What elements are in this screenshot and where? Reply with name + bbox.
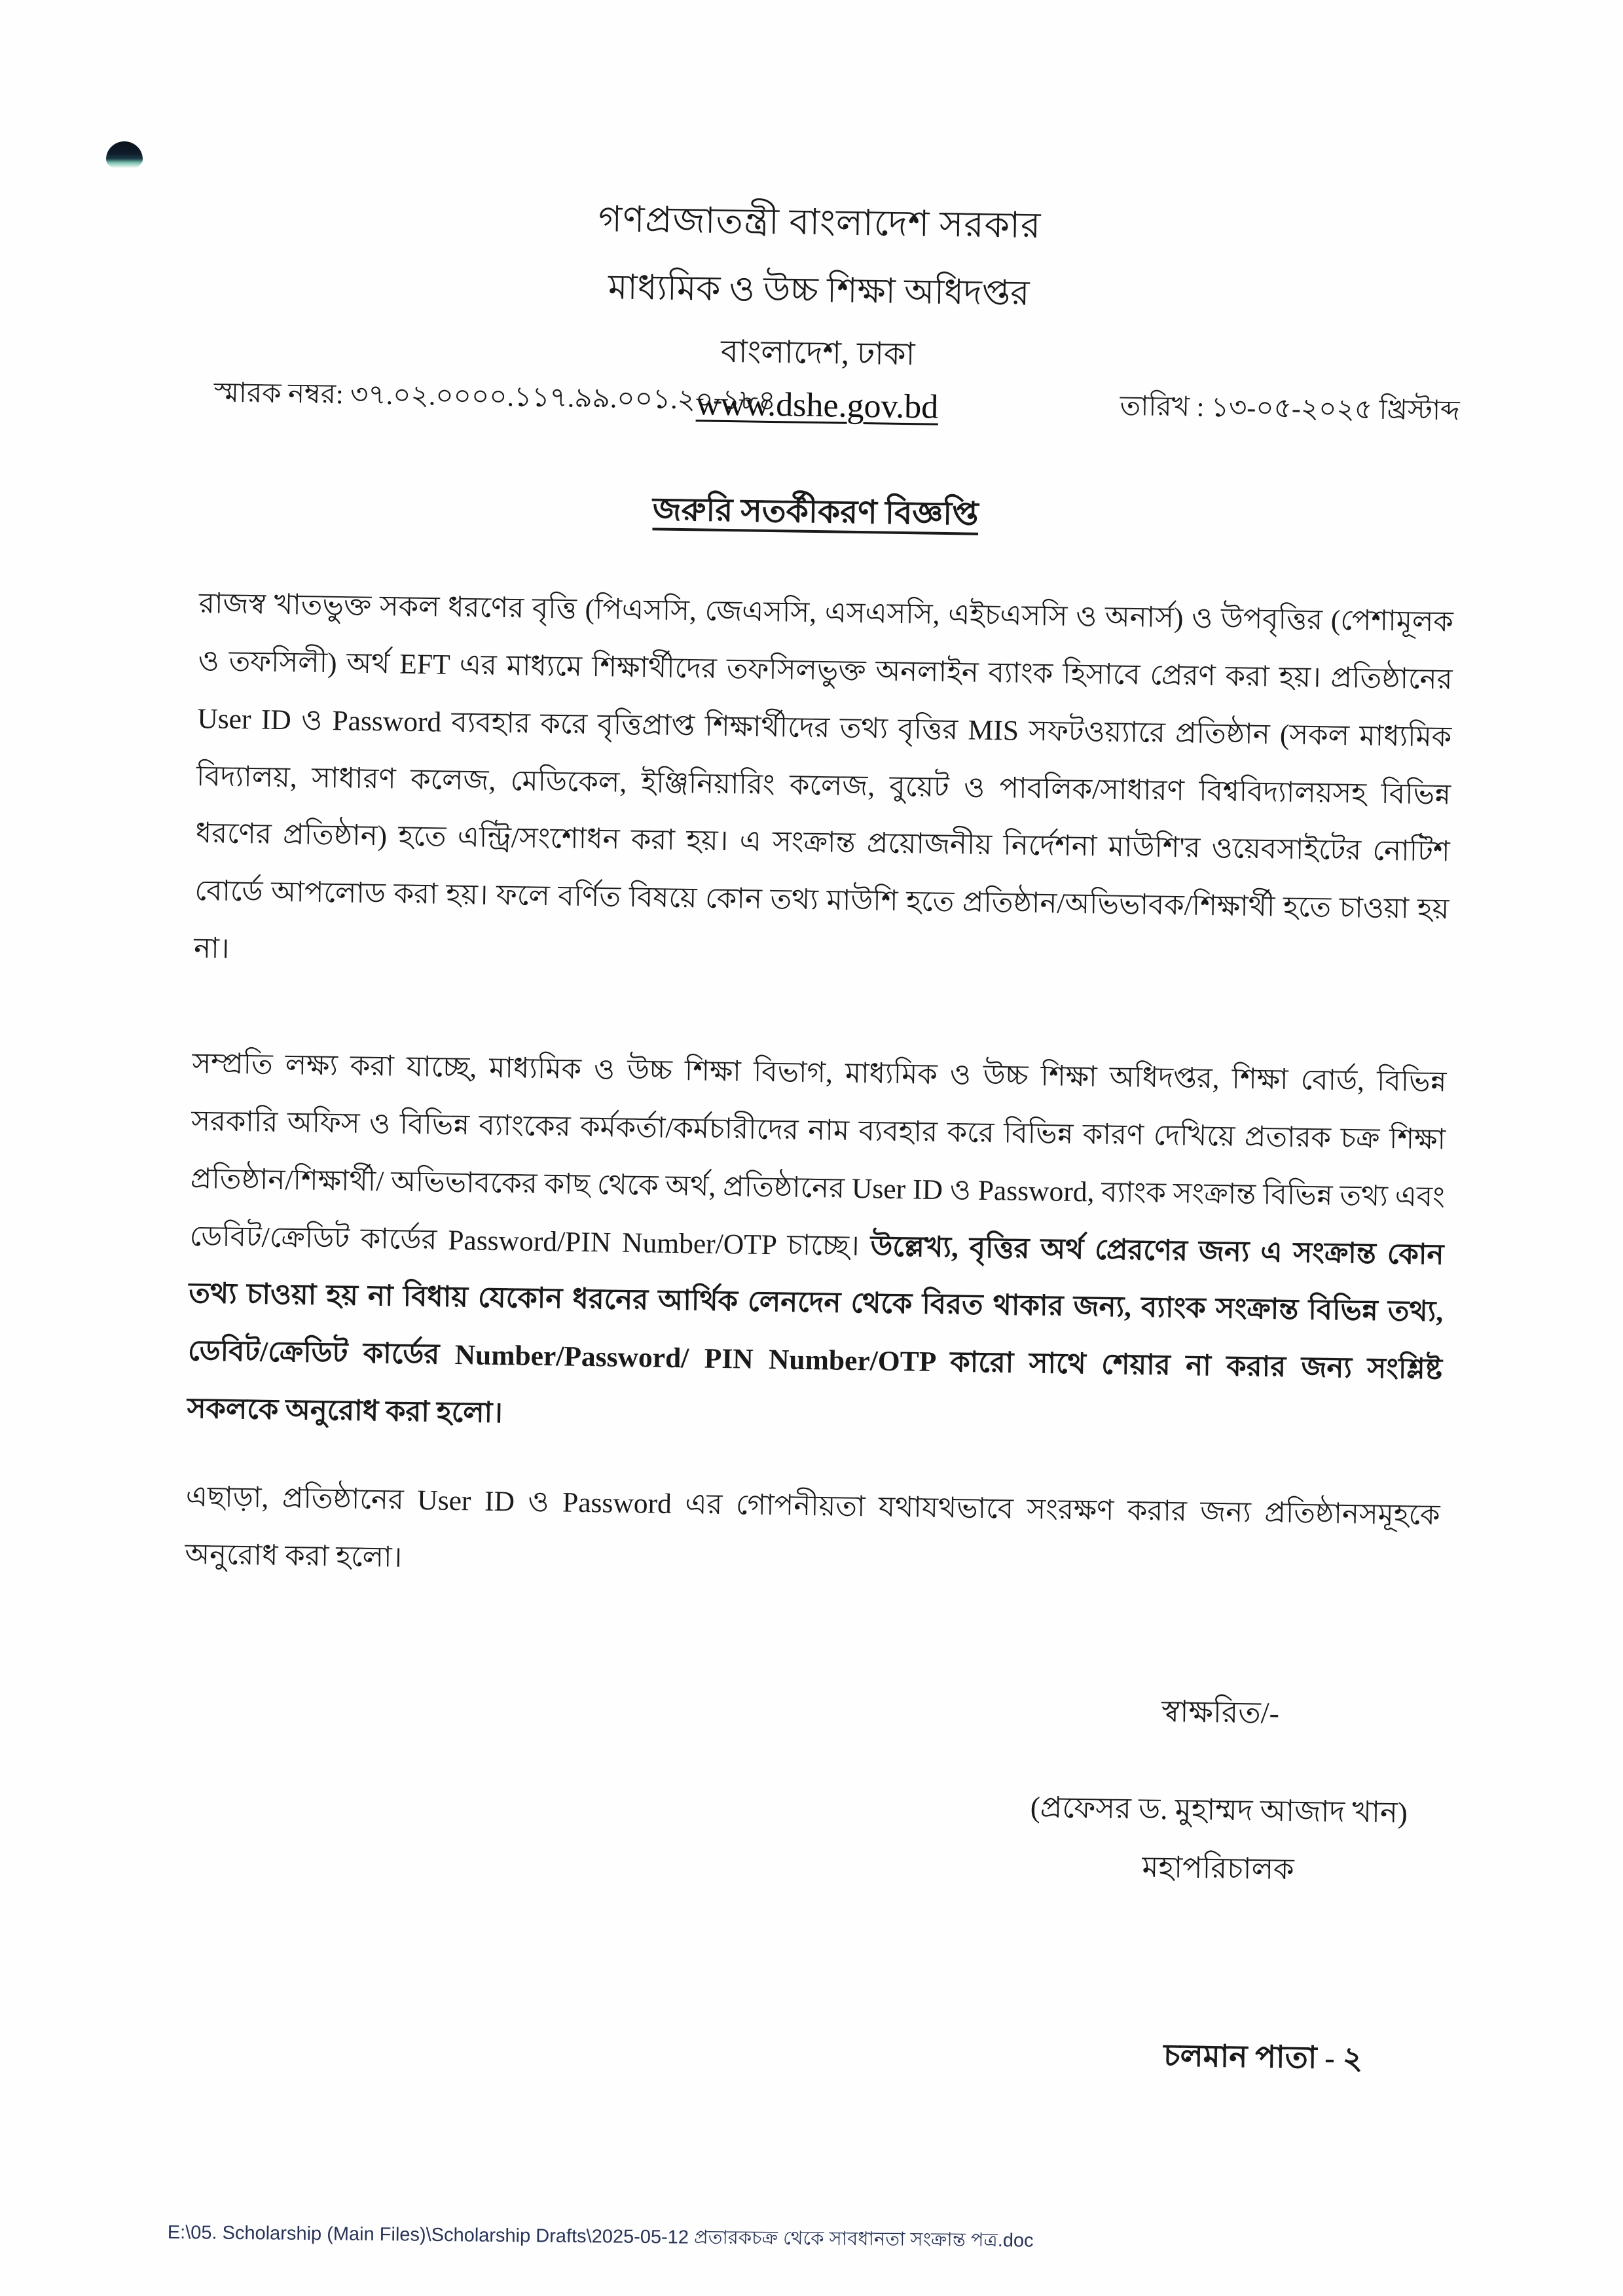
paragraph-scholarship-eft: রাজস্ব খাতভুক্ত সকল ধরণের বৃত্তি (পিএসসি, জেএসসি, এসএসসি, এইচএসসি ও অনার্স) ও উপবৃত্তির (পেশামূলক ও তফসিলী) অর্থ EFT এর মাধ্যমে শিক্ষার্থীদের তফসিলভুক্ত অনলাইন ব্যাংক হিসাবে প্রেরণ করা হয়। প্রতিষ্ঠানের User ID ও Password ব্যবহার করে বৃত্তিপ্রাপ্ত শিক্ষার্থীদের তথ্য বৃত্তির MIS সফটওয়্যারে প্রতিষ্ঠান (সকল মাধ্যমিক বিদ্যালয়, সাধারণ কলেজ, মেডিকেল, ইঞ্জিনিয়ারিং কলেজ, বুয়েট ও পাবলিক/সাধারণ বিশ্ববিদ্যালয়সহ বিভিন্ন ধরণের প্রতিষ্ঠান) হতে এন্ট্রি/সংশোধন করা হয়। এ সংক্রান্ত প্রয়োজনীয় নির্দেশনা মাউশি'র ওয়েবসাইটের নোটিশ বোর্ডে আপলোড করা হয়। ফলে বর্ণিত বিষয়ে কোন তথ্য মাউশি হতে প্রতিষ্ঠান/অভিভাবক/শিক্ষার্থী হতে চাওয়া হয় না। <box>193 588 1454 965</box>
memo-number <box>213 370 776 425</box>
memo-number-value: ৩৭.০২.০০০০.১১৭.৯৯.০০১.২০-১৮৪ <box>350 380 776 417</box>
signatory-name: (প্রফেসর ড. মুহাম্মদ আজাদ খান) <box>1030 1791 1408 1829</box>
location-line: বাংলাদেশ, ঢাকা <box>720 334 915 372</box>
memo-number-label: স্মারক নম্বর: <box>213 378 344 410</box>
continuation-page-note: চলমান পাতা - ২ <box>1163 2039 1363 2076</box>
signatory-designation: মহাপরিচালক <box>1142 1850 1294 1886</box>
memo-date-label: তারিখ : <box>1120 391 1205 423</box>
government-name: গণপ্রজাতন্ত্রী বাংলাদেশ সরকার <box>598 199 1042 246</box>
paragraph-fraud-warning-bold: উল্লেখ্য, বৃত্তির অর্থ প্রেরণের জন্য এ সংক্রান্ত কোন তথ্য চাওয়া হয় না বিধায় যেকোন ধরনের আর্থিক লেনদেন থেকে বিরত থাকার জন্য, ব্যাংক সংক্রান্ত বিভিন্ন তথ্য, ডেবিট/ক্রেডিট কার্ডের Number/Password/ PIN Number/OTP কারো সাথে শেয়ার না করার জন্য সংশ্লিষ্ট সকলকে অনুরোধ করা হলো। <box>187 1230 1444 1429</box>
memo-date <box>1120 384 1460 436</box>
memo-date-value: ১৩-০৫-২০২৫ খ্রিস্টাব্দ <box>1211 392 1460 427</box>
paragraph-fraud-warning-normal: সম্প্রতি লক্ষ্য করা যাচ্ছে, মাধ্যমিক ও উচ্চ শিক্ষা বিভাগ, মাধ্যমিক ও উচ্চ শিক্ষা অধিদপ্তর, শিক্ষা বোর্ড, বিভিন্ন সরকারি অফিস ও বিভিন্ন ব্যাংকের কর্মকর্তা/কর্মচারীদের নাম ব্যবহার করে বিভিন্ন কারণ দেখিয়ে প্রতারক চক্র শিক্ষা প্রতিষ্ঠান/শিক্ষার্থী/ অভিভাবকের কাছ থেকে অর্থ, প্রতিষ্ঠানের User ID ও Password, ব্যাংক সংক্রান্ত বিভিন্ন তথ্য এবং ডেবিট/ক্রেডিট কার্ডের Password/PIN Number/OTP চাচ্ছে। <box>189 1048 1447 1262</box>
website-link[interactable]: www.dshe.gov.bd <box>695 385 939 426</box>
signed-label: স্বাক্ষরিত/- <box>1161 1695 1280 1730</box>
file-path-footer: E:\05. Scholarship (Main Files)\Scholarship Drafts\2025-05-12 প্রতারকচক্র থেকে সাবধানতা সংক্রান্ত পত্র.doc <box>167 2221 1034 2251</box>
directorate-name: মাধ্যমিক ও উচ্চ শিক্ষা অধিদপ্তর <box>608 268 1030 313</box>
notice-title-text: জরুরি সতর্কীকরণ বিজ্ঞপ্তি <box>652 491 979 532</box>
paragraph-confidentiality-request: এছাড়া, প্রতিষ্ঠানের User ID ও Password এর গোপনীয়তা যথাযথভাবে সংরক্ষণ করার জন্য প্রতিষ্ঠানসমূহকে অনুরোধ করা হলো। <box>185 1480 1440 1573</box>
notice-title <box>4 475 1623 553</box>
signature-block <box>1005 1687 1434 1899</box>
paragraph-fraud-warning <box>187 1035 1447 1456</box>
